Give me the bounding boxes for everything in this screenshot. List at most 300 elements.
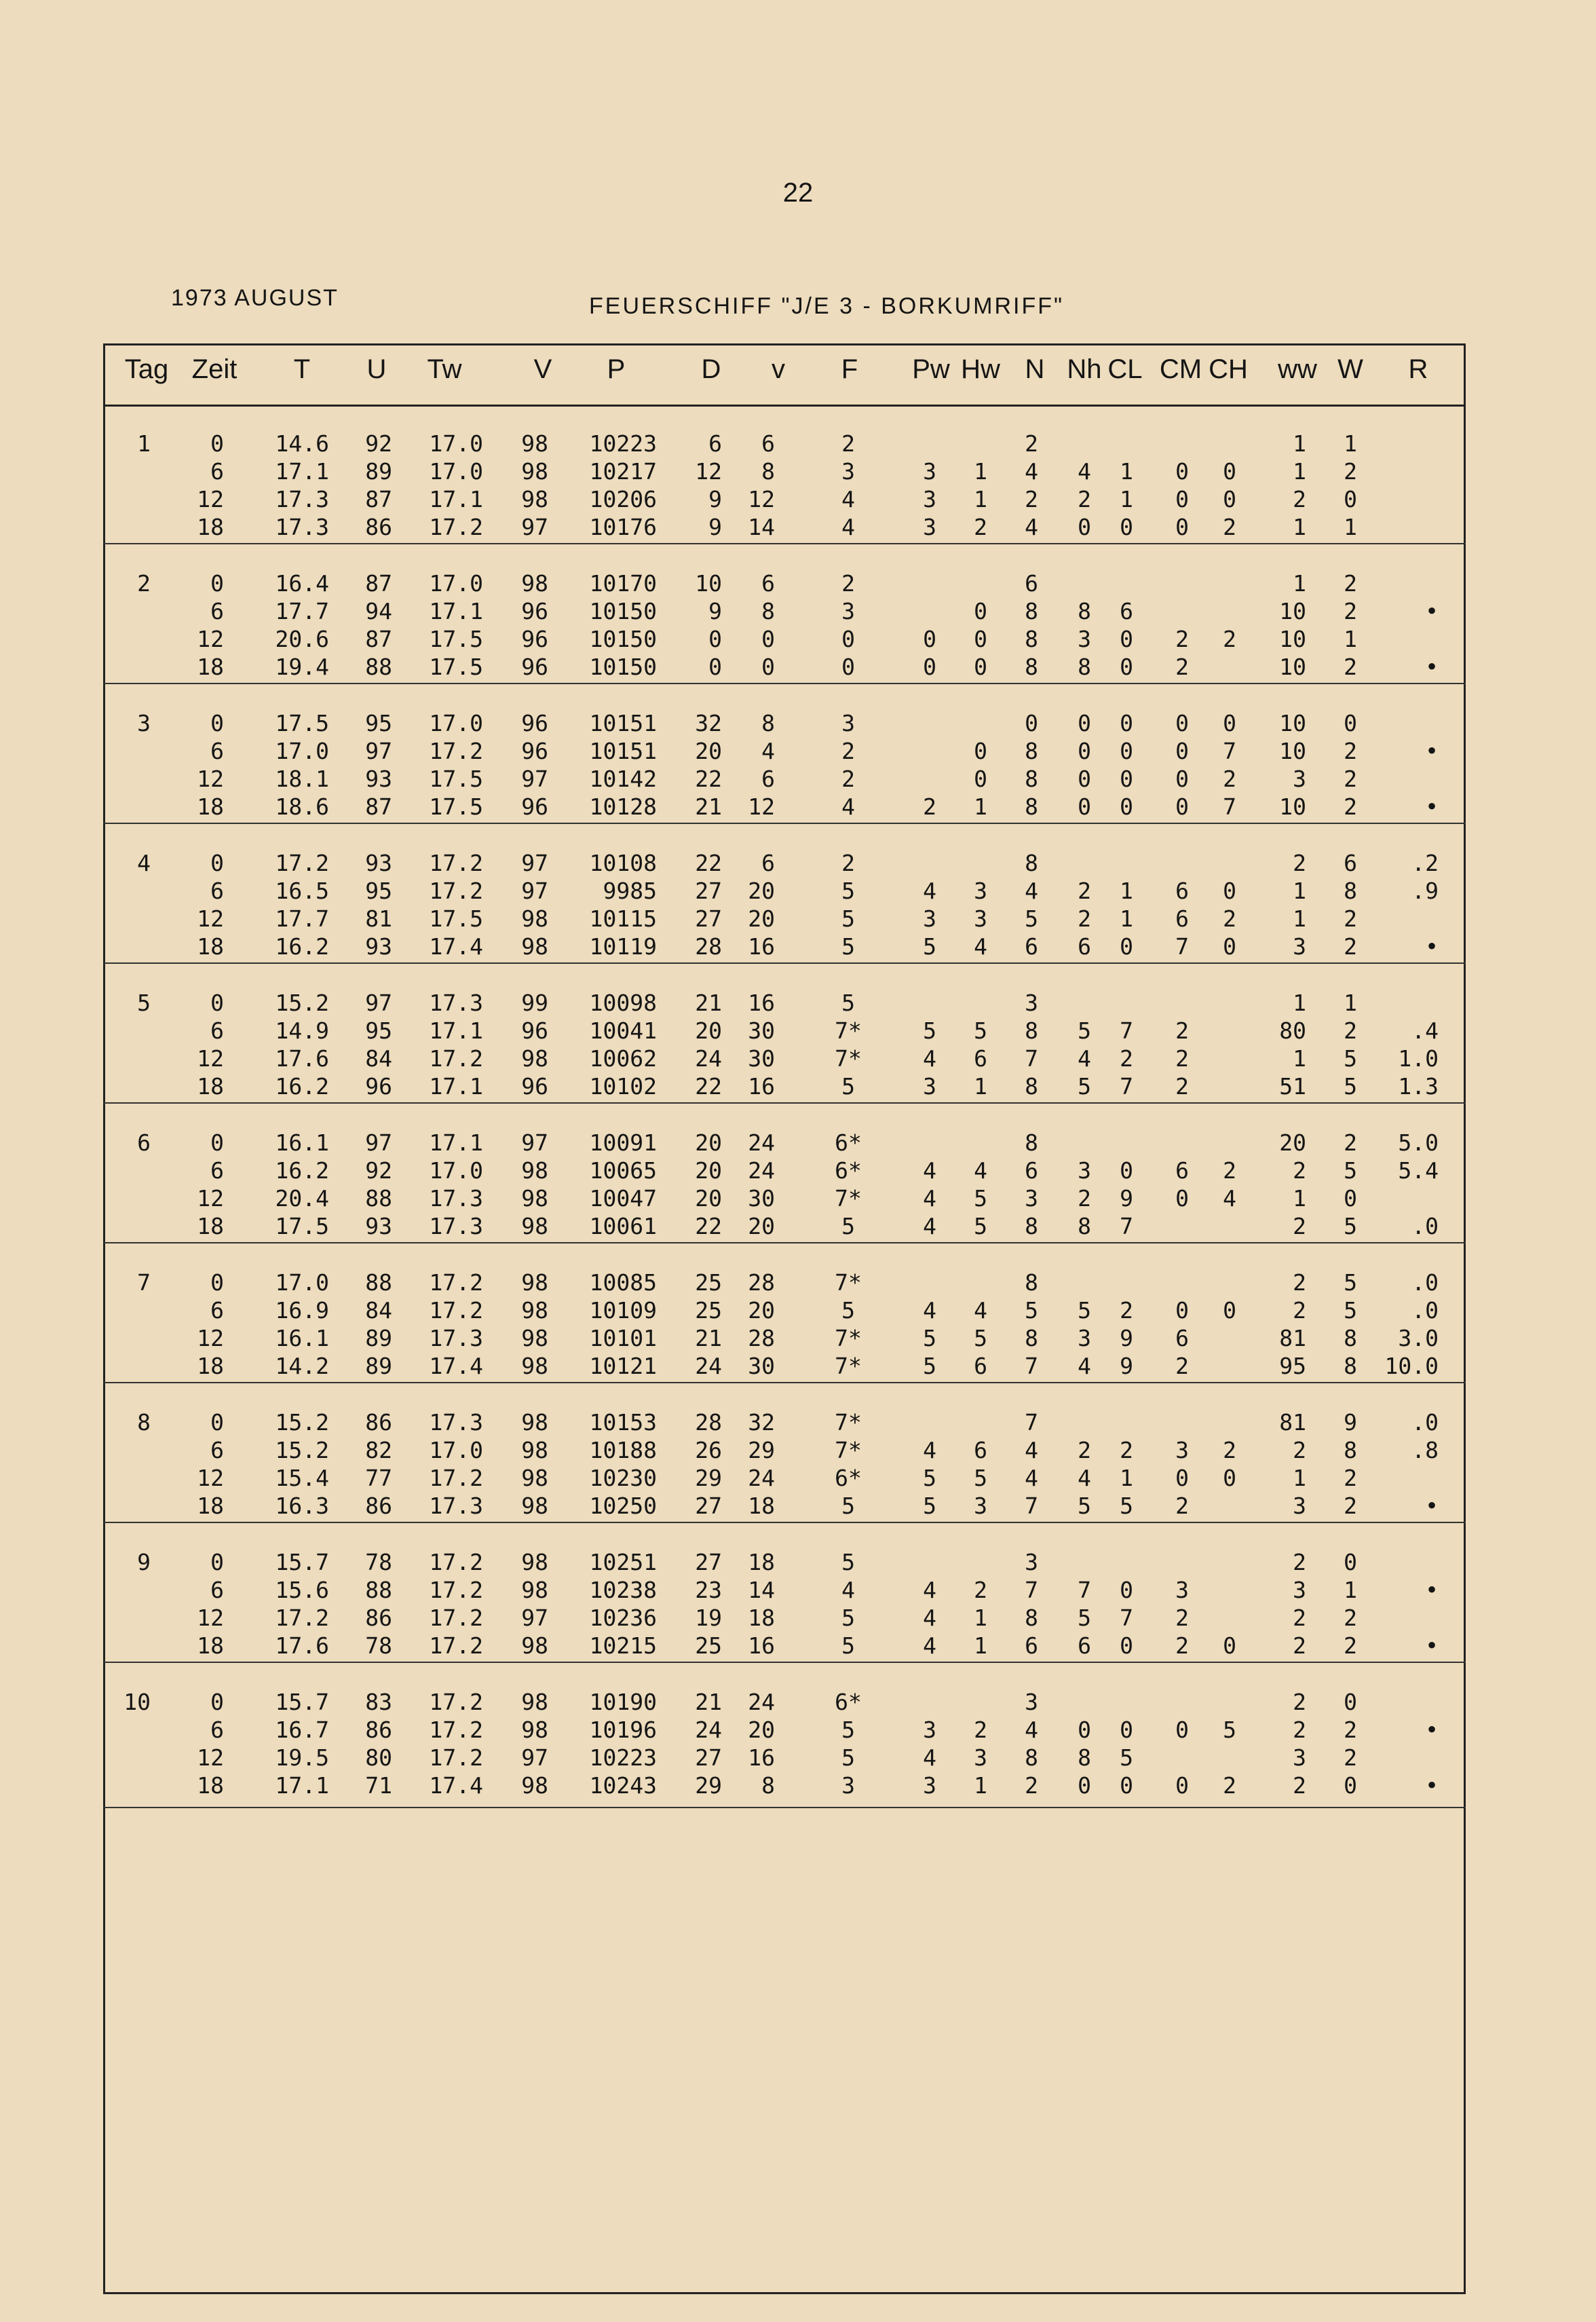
cell-v: 96 [521,1017,548,1044]
cell-r: 5.4 [1398,1157,1439,1184]
cell-pw: 4 [923,878,936,904]
cell-w: 2 [1344,766,1357,792]
cell-t: 14.2 [275,1353,329,1379]
cell-w: 2 [1344,738,1357,764]
cell-u: 84 [365,1297,392,1324]
cell-ww: 2 [1293,1549,1306,1575]
cell-r: 3.0 [1398,1325,1439,1351]
cell-nh: 8 [1078,1213,1091,1239]
cell-f: 7* [835,1017,862,1044]
cell-v: 98 [521,1689,548,1715]
cell-d: 10 [695,570,722,597]
cell-d: 9 [708,514,722,540]
cell-d: 20 [695,1129,722,1156]
cell-n: 8 [1025,1129,1038,1156]
cell-t: 17.7 [275,598,329,624]
cell-w: 5 [1344,1073,1357,1100]
header-p: P [607,354,626,384]
cell-v: 98 [521,1772,548,1799]
cell-n: 3 [1025,1689,1038,1715]
cell-d: 21 [695,1689,722,1715]
cell-t: 15.2 [275,1437,329,1463]
cell-tw: 17.3 [429,1325,483,1351]
cell-f: 5 [841,1717,855,1743]
cell-n: 5 [1025,905,1038,932]
cell-r: .4 [1411,1017,1439,1044]
cell-u: 86 [365,514,392,540]
cell-f: 5 [841,1632,855,1659]
cell-v: 98 [521,933,548,960]
cell-hw: 1 [974,1632,987,1659]
cell-u: 87 [365,486,392,512]
header-rule [103,405,1466,407]
cell-v: 98 [521,570,548,597]
day-number: 1 [137,430,151,457]
cell-p: 10238 [589,1577,657,1603]
cell-cm: 2 [1175,1605,1189,1631]
cell-pw: 3 [923,514,936,540]
cell-n: 6 [1025,1157,1038,1184]
cell-p: 10142 [589,766,657,792]
cell-r: .0 [1411,1269,1439,1296]
day-separator-10 [103,1807,1466,1808]
cell-zeit: 0 [210,1409,224,1436]
cell-v-speed: 28 [748,1269,775,1296]
cell-t: 17.5 [275,710,329,736]
cell-cl: 7 [1120,1073,1133,1100]
cell-pw: 5 [923,933,936,960]
cell-hw: 4 [974,1157,987,1184]
cell-p: 10223 [589,430,657,457]
cell-n: 8 [1025,1325,1038,1351]
cell-v-speed: 16 [748,1073,775,1100]
cell-nh: 8 [1078,654,1091,680]
cell-cm: 0 [1175,514,1189,540]
cell-d: 20 [695,738,722,764]
cell-r: 5.0 [1398,1129,1439,1156]
cell-ch: 2 [1223,1157,1236,1184]
cell-nh: 4 [1078,1353,1091,1379]
cell-u: 86 [365,1717,392,1743]
cell-zeit: 18 [197,1772,224,1799]
cell-tw: 17.0 [429,710,483,736]
cell-nh: 5 [1078,1297,1091,1324]
cell-p: 9985 [603,878,657,904]
cell-p: 10150 [589,654,657,680]
cell-d: 22 [695,1073,722,1100]
cell-tw: 17.1 [429,1129,483,1156]
cell-r: • [1425,598,1439,624]
cell-p: 10109 [589,1297,657,1324]
cell-n: 4 [1025,1717,1038,1743]
cell-zeit: 18 [197,1493,224,1519]
cell-pw: 3 [923,458,936,485]
header-ch: CH [1209,354,1248,384]
cell-d: 0 [708,626,722,652]
cell-w: 2 [1344,905,1357,932]
cell-u: 88 [365,654,392,680]
cell-v: 99 [521,990,548,1016]
cell-u: 87 [365,626,392,652]
cell-p: 10085 [589,1269,657,1296]
cell-zeit: 12 [197,1744,224,1771]
cell-ww: 3 [1293,1577,1306,1603]
cell-tw: 17.3 [429,1409,483,1436]
cell-p: 10101 [589,1325,657,1351]
day-number: 10 [124,1689,151,1715]
cell-w: 9 [1344,1409,1357,1436]
cell-v-speed: 30 [748,1017,775,1044]
cell-r: • [1425,738,1439,764]
cell-t: 20.6 [275,626,329,652]
cell-zeit: 0 [210,710,224,736]
cell-v-speed: 18 [748,1549,775,1575]
cell-zeit: 6 [210,1157,224,1184]
cell-u: 94 [365,598,392,624]
cell-pw: 2 [923,793,936,820]
cell-hw: 0 [974,738,987,764]
cell-hw: 6 [974,1437,987,1463]
cell-u: 88 [365,1269,392,1296]
cell-t: 16.3 [275,1493,329,1519]
cell-w: 2 [1344,458,1357,485]
cell-d: 27 [695,1744,722,1771]
cell-ww: 10 [1279,626,1306,652]
cell-v-speed: 18 [748,1605,775,1631]
cell-t: 15.6 [275,1577,329,1603]
cell-ww: 1 [1293,430,1306,457]
cell-zeit: 12 [197,1185,224,1212]
cell-tw: 17.4 [429,1353,483,1379]
day-separator-8 [103,1522,1466,1523]
cell-p: 10251 [589,1549,657,1575]
cell-u: 83 [365,1689,392,1715]
cell-ww: 1 [1293,570,1306,597]
cell-zeit: 12 [197,766,224,792]
cell-n: 6 [1025,1632,1038,1659]
cell-n: 2 [1025,1772,1038,1799]
cell-f: 3 [841,598,855,624]
cell-n: 3 [1025,990,1038,1016]
header-u: U [366,354,387,384]
cell-v-speed: 24 [748,1465,775,1491]
cell-v: 97 [521,1605,548,1631]
cell-ww: 3 [1293,766,1306,792]
cell-u: 89 [365,1353,392,1379]
cell-ch: 7 [1223,793,1236,820]
cell-tw: 17.2 [429,1549,483,1575]
title-station: FEUERSCHIFF "J/E 3 - BORKUMRIFF" [589,293,1065,319]
cell-ch: 2 [1223,514,1236,540]
cell-f: 5 [841,933,855,960]
cell-cm: 2 [1175,654,1189,680]
cell-p: 10153 [589,1409,657,1436]
cell-v-speed: 20 [748,905,775,932]
cell-f: 2 [841,430,855,457]
cell-w: 8 [1344,1437,1357,1463]
cell-n: 2 [1025,486,1038,512]
cell-tw: 17.2 [429,738,483,764]
cell-v: 96 [521,626,548,652]
cell-t: 19.5 [275,1744,329,1771]
cell-hw: 1 [974,486,987,512]
cell-cl: 2 [1120,1437,1133,1463]
day-number: 6 [137,1129,151,1156]
cell-zeit: 18 [197,1632,224,1659]
cell-ww: 2 [1293,850,1306,876]
cell-v-speed: 24 [748,1689,775,1715]
cell-ww: 1 [1293,514,1306,540]
cell-ww: 2 [1293,1717,1306,1743]
cell-n: 8 [1025,738,1038,764]
cell-nh: 2 [1078,878,1091,904]
cell-p: 10223 [589,1744,657,1771]
cell-n: 8 [1025,1605,1038,1631]
cell-d: 22 [695,1213,722,1239]
cell-hw: 4 [974,933,987,960]
cell-v-speed: 6 [761,570,775,597]
cell-p: 10206 [589,486,657,512]
header-hw: Hw [961,354,1000,384]
cell-nh: 2 [1078,1437,1091,1463]
cell-d: 25 [695,1269,722,1296]
cell-u: 84 [365,1045,392,1072]
cell-v-speed: 20 [748,1297,775,1324]
cell-t: 15.7 [275,1689,329,1715]
cell-n: 7 [1025,1493,1038,1519]
cell-d: 29 [695,1772,722,1799]
cell-ww: 3 [1293,933,1306,960]
cell-d: 20 [695,1185,722,1212]
cell-u: 95 [365,878,392,904]
cell-cm: 2 [1175,1632,1189,1659]
cell-w: 1 [1344,1577,1357,1603]
cell-r: 1.0 [1398,1045,1439,1072]
cell-t: 17.2 [275,1605,329,1631]
cell-d: 24 [695,1045,722,1072]
cell-cm: 3 [1175,1577,1189,1603]
cell-u: 82 [365,1437,392,1463]
cell-nh: 7 [1078,1577,1091,1603]
cell-u: 97 [365,1129,392,1156]
cell-tw: 17.3 [429,990,483,1016]
cell-p: 10115 [589,905,657,932]
cell-u: 95 [365,1017,392,1044]
cell-pw: 4 [923,1605,936,1631]
cell-r: • [1425,1717,1439,1743]
cell-f: 5 [841,1073,855,1100]
cell-ww: 10 [1279,738,1306,764]
cell-f: 2 [841,850,855,876]
cell-d: 0 [708,654,722,680]
cell-hw: 0 [974,626,987,652]
cell-hw: 0 [974,598,987,624]
header-tw: Tw [427,354,462,384]
cell-hw: 3 [974,905,987,932]
cell-tw: 17.3 [429,1493,483,1519]
cell-n: 3 [1025,1549,1038,1575]
cell-cm: 6 [1175,905,1189,932]
cell-zeit: 18 [197,1353,224,1379]
cell-cm: 0 [1175,1772,1189,1799]
cell-d: 20 [695,1017,722,1044]
cell-zeit: 18 [197,933,224,960]
cell-f: 5 [841,1493,855,1519]
cell-ww: 1 [1293,1045,1306,1072]
cell-n: 3 [1025,1185,1038,1212]
cell-cm: 6 [1175,878,1189,904]
cell-pw: 4 [923,1213,936,1239]
cell-pw: 0 [923,626,936,652]
day-number: 8 [137,1409,151,1436]
cell-n: 4 [1025,1465,1038,1491]
cell-ch: 0 [1223,1632,1236,1659]
cell-ch: 0 [1223,1297,1236,1324]
cell-tw: 17.1 [429,486,483,512]
cell-t: 17.7 [275,905,329,932]
cell-cl: 9 [1120,1353,1133,1379]
cell-f: 0 [841,654,855,680]
cell-w: 0 [1344,1185,1357,1212]
cell-n: 7 [1025,1409,1038,1436]
cell-hw: 2 [974,1577,987,1603]
cell-ww: 1 [1293,458,1306,485]
cell-ww: 1 [1293,905,1306,932]
cell-d: 23 [695,1577,722,1603]
day-number: 7 [137,1269,151,1296]
cell-w: 1 [1344,430,1357,457]
cell-ww: 2 [1293,486,1306,512]
header-nh: Nh [1067,354,1102,384]
cell-v-speed: 16 [748,933,775,960]
page-number: 22 [782,178,814,208]
cell-cm: 7 [1175,933,1189,960]
cell-w: 2 [1344,654,1357,680]
cell-f: 5 [841,1744,855,1771]
cell-pw: 4 [923,1632,936,1659]
cell-ww: 81 [1279,1409,1306,1436]
cell-f: 3 [841,1772,855,1799]
cell-w: 0 [1344,1549,1357,1575]
cell-t: 15.4 [275,1465,329,1491]
cell-w: 2 [1344,1744,1357,1771]
cell-v-speed: 30 [748,1045,775,1072]
cell-zeit: 0 [210,1269,224,1296]
cell-v: 98 [521,1353,548,1379]
cell-tw: 17.0 [429,430,483,457]
cell-cl: 0 [1120,933,1133,960]
cell-f: 7* [835,1353,862,1379]
cell-v-speed: 8 [761,458,775,485]
cell-ch: 2 [1223,626,1236,652]
cell-t: 17.0 [275,738,329,764]
cell-ww: 3 [1293,1493,1306,1519]
day-separator-9 [103,1662,1466,1663]
cell-cl: 0 [1120,1632,1133,1659]
cell-nh: 0 [1078,514,1091,540]
cell-cl: 7 [1120,1605,1133,1631]
cell-ww: 95 [1279,1353,1306,1379]
cell-v-speed: 30 [748,1185,775,1212]
cell-f: 6* [835,1129,862,1156]
cell-ww: 1 [1293,1465,1306,1491]
cell-v: 97 [521,514,548,540]
cell-zeit: 0 [210,1129,224,1156]
cell-n: 8 [1025,766,1038,792]
cell-f: 5 [841,1549,855,1575]
cell-ww: 51 [1279,1073,1306,1100]
header-tag: Tag [124,354,169,384]
cell-u: 96 [365,1073,392,1100]
cell-p: 10243 [589,1772,657,1799]
cell-r: .9 [1411,878,1439,904]
cell-cl: 1 [1120,1465,1133,1491]
cell-p: 10150 [589,626,657,652]
cell-nh: 0 [1078,793,1091,820]
cell-nh: 2 [1078,1185,1091,1212]
cell-cm: 0 [1175,1465,1189,1491]
cell-r: .8 [1411,1437,1439,1463]
cell-f: 6* [835,1689,862,1715]
cell-v-speed: 14 [748,514,775,540]
cell-d: 28 [695,933,722,960]
cell-f: 3 [841,458,855,485]
cell-ww: 2 [1293,1213,1306,1239]
cell-zeit: 12 [197,1605,224,1631]
cell-cl: 6 [1120,598,1133,624]
cell-cl: 9 [1120,1185,1133,1212]
cell-cl: 1 [1120,878,1133,904]
cell-zeit: 18 [197,1213,224,1239]
cell-w: 0 [1344,486,1357,512]
cell-cm: 6 [1175,1157,1189,1184]
cell-nh: 0 [1078,766,1091,792]
cell-u: 86 [365,1409,392,1436]
cell-v-speed: 6 [761,766,775,792]
cell-f: 7* [835,1409,862,1436]
cell-tw: 17.2 [429,514,483,540]
cell-cl: 0 [1120,1157,1133,1184]
cell-n: 7 [1025,1045,1038,1072]
cell-nh: 0 [1078,1717,1091,1743]
cell-f: 5 [841,990,855,1016]
cell-nh: 0 [1078,738,1091,764]
cell-v-speed: 24 [748,1157,775,1184]
cell-pw: 3 [923,1073,936,1100]
cell-hw: 6 [974,1045,987,1072]
cell-tw: 17.5 [429,626,483,652]
cell-v-speed: 20 [748,878,775,904]
cell-t: 17.1 [275,1772,329,1799]
cell-tw: 17.5 [429,905,483,932]
cell-cl: 1 [1120,486,1133,512]
cell-d: 26 [695,1437,722,1463]
cell-ww: 2 [1293,1157,1306,1184]
cell-v-speed: 12 [748,793,775,820]
cell-pw: 4 [923,1297,936,1324]
cell-v: 97 [521,1129,548,1156]
title-date: 1973 AUGUST [171,285,339,311]
cell-f: 2 [841,570,855,597]
cell-t: 14.6 [275,430,329,457]
cell-f: 4 [841,793,855,820]
cell-p: 10108 [589,850,657,876]
cell-hw: 0 [974,766,987,792]
cell-w: 2 [1344,933,1357,960]
cell-v-speed: 20 [748,1213,775,1239]
cell-tw: 17.5 [429,766,483,792]
cell-cm: 0 [1175,793,1189,820]
